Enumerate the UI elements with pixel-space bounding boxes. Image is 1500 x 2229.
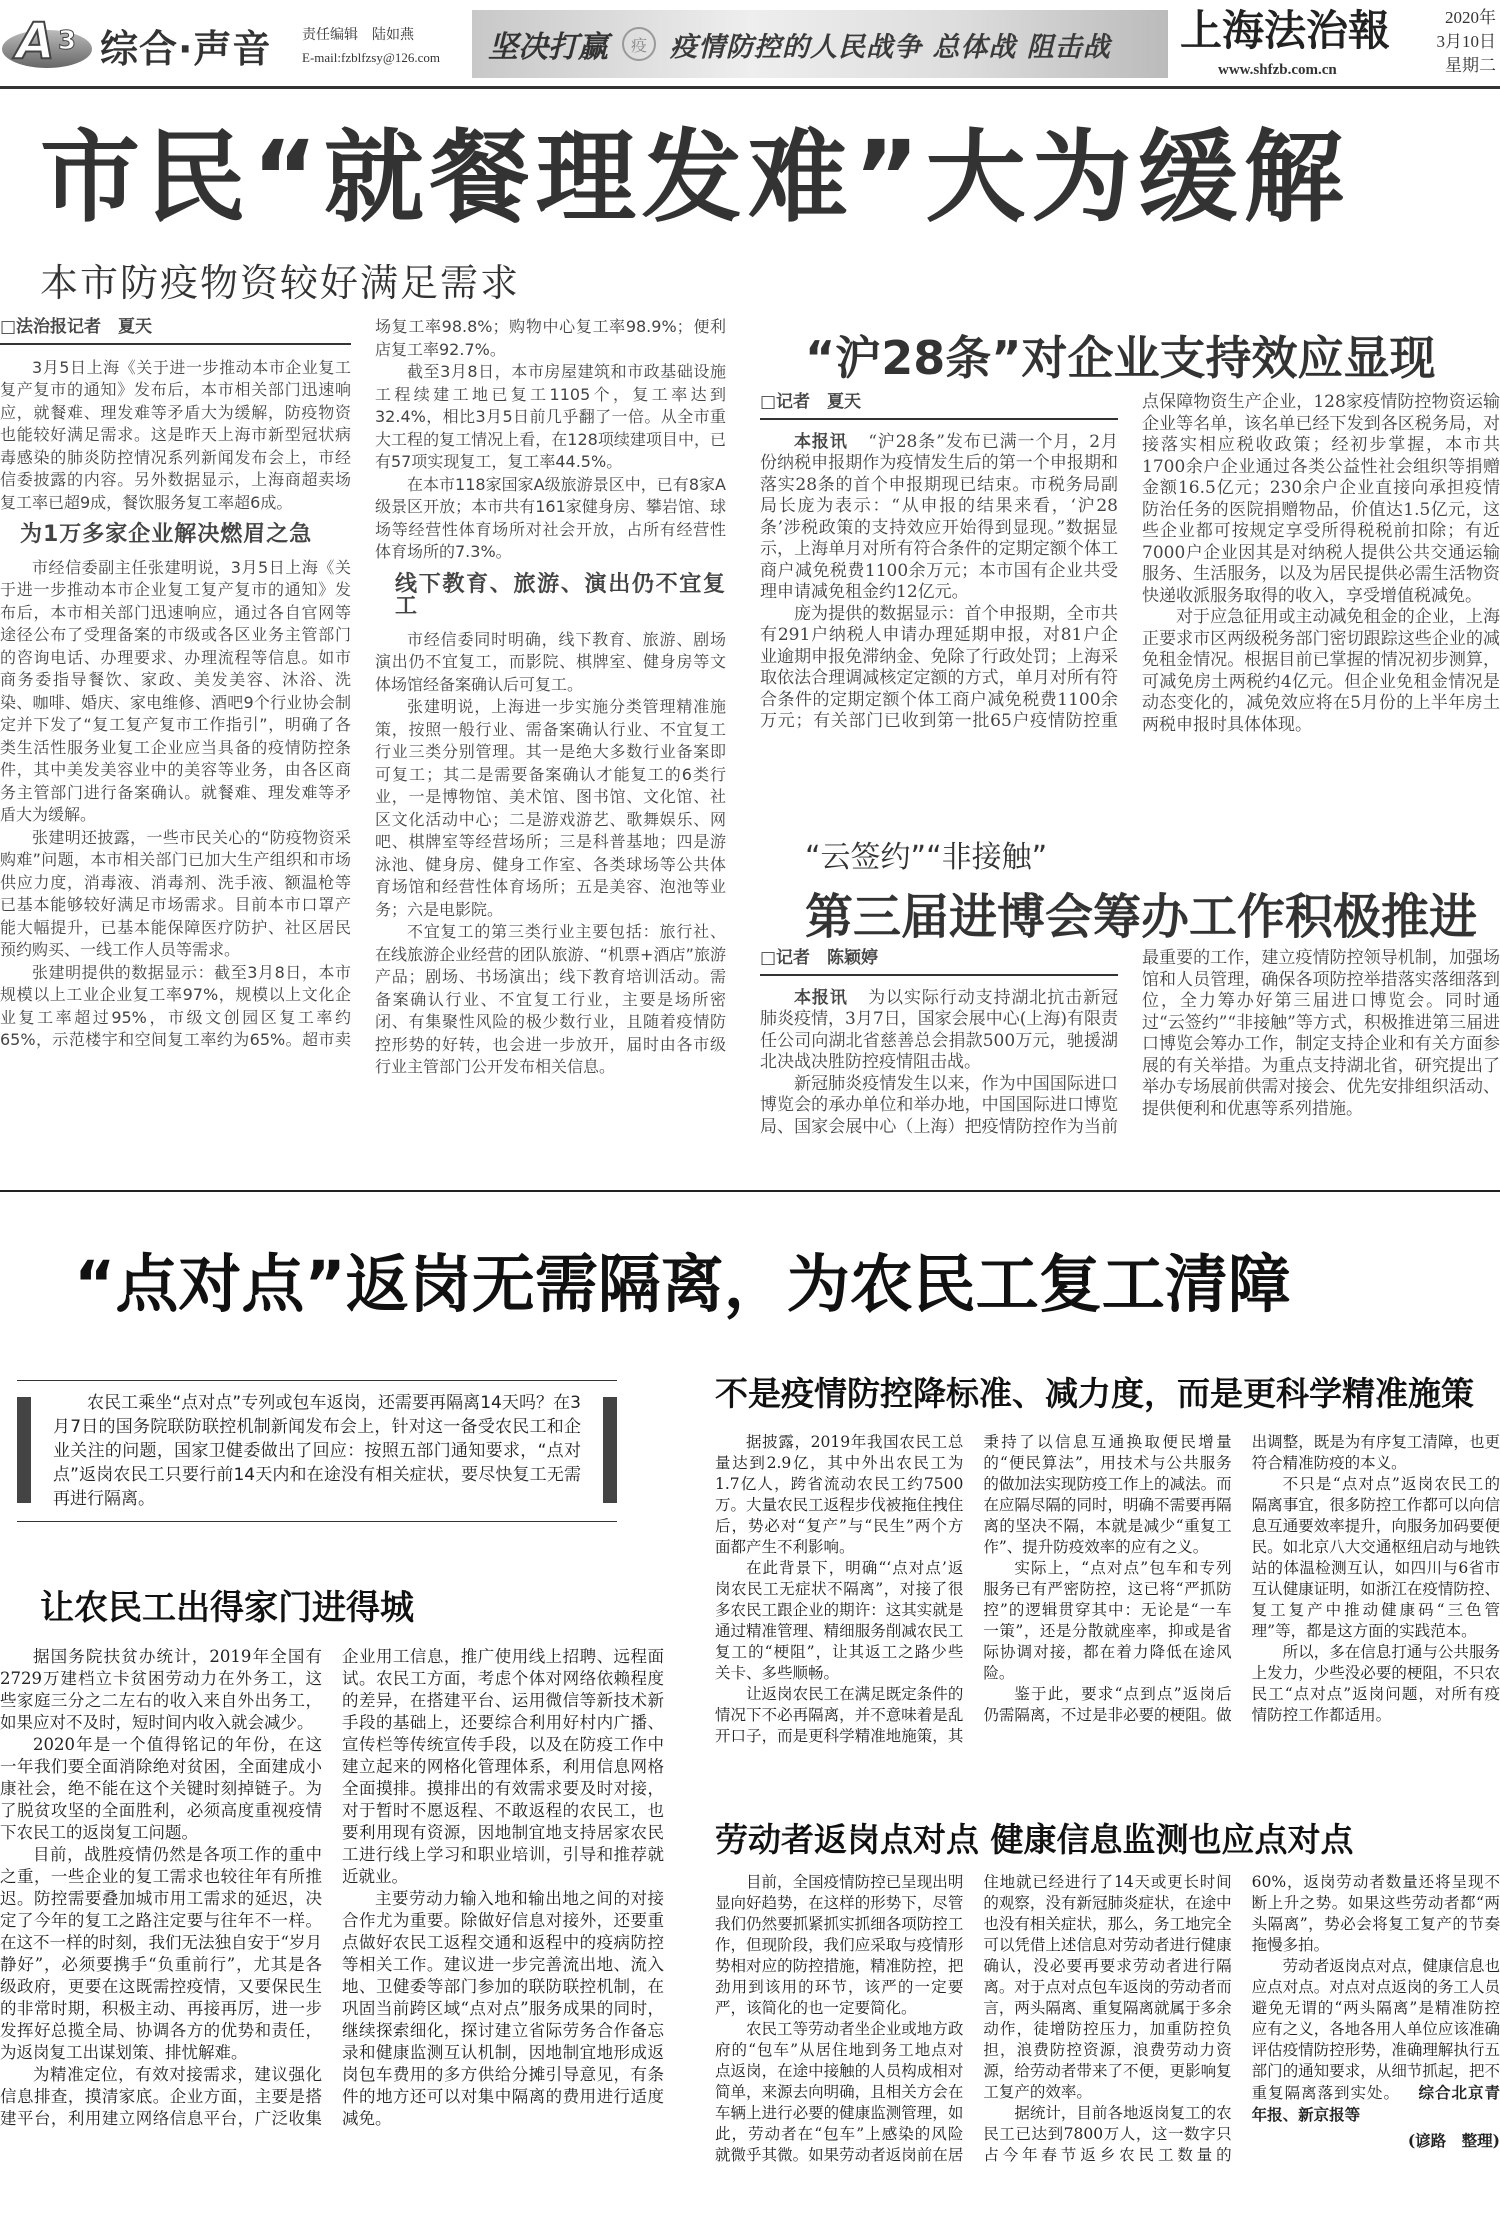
article-body-hu28 <box>760 392 1500 736</box>
headline-part-c: 劳动者返岗点对点 健康信息监测也应点对点 <box>715 1820 1354 1859</box>
paragraph-text: 张建明说，上海进一步实施分类管理精准施策，按照一般行业、需备案确认行业、不宜复工行业三类分别管理。其一是绝大多数行业备案即可复工；其二是需要备案确认才能复工的6类行业，一是博物馆、美术馆、图书馆、文化馆、社区文化活动中心；二是游戏游艺、歌舞娱乐、网吧、棋牌室等经营场所；三是科普基地；四是游泳池、健身房、健身工作室、各类球场等公共体育场馆和经营性体育场所；五是美容、泡池等业务；六是电影院。 <box>375 697 726 919</box>
banner-slogan-left: 坚决打赢 <box>488 30 608 65</box>
byline: □法治报记者 夏天 <box>0 316 351 345</box>
paragraph-text: 实际上，“点对点”包车和专列服务已有严密防控，这已将“严抓防控”的逻辑贯穿其中：无论是“一车一策”，还是分散就座率，抑或是省际协调对接，都在着力降低在途风险。 <box>983 1559 1232 1682</box>
paragraph-text: 目前，全国疫情防控已呈现出明显向好趋势，在这样的形势下，尽管我们仍然要抓紧抓实抓细各项防控工作，但现阶段，我们应采取与疫情形势相对应的防控措施，精准防控，把劲用到该用的环节，该严的一定要严，该简化的也一定要简化。 <box>715 1873 964 2017</box>
main-headline: 市民“就餐理发难”大为缓解 <box>40 119 1350 236</box>
page-number-badge <box>2 12 94 70</box>
dateline-tag: 本报讯 <box>794 987 848 1008</box>
section-heading: 线下教育、旅游、演出仍不宜复工 <box>395 571 726 619</box>
paragraph-text: 为以实际行动支持湖北抗击新冠肺炎疫情，3月7日，国家会展中心(上海)有限责任公司向湖北省慈善总会捐款500万元，驰援湖北决战决胜防控疫情阻击战。 <box>760 987 1119 1072</box>
feature-lead-text: 农民工乘坐“点对点”专列或包车返岗，还需要再隔离14天吗？在3月7日的国务院联防联控机制新闻发布会上，针对这一备受农民工和企业关注的问题，国家卫健委做出了回应：按照五部门通知要求，“点对点”返岗农民工只要行前14天内和在途没有相关症状，要尽快复工无需再进行隔离。 <box>53 1393 581 1509</box>
paragraph <box>0 827 351 962</box>
headline-part-b: 不是疫情防控降标准、减力度，而是更科学精准施策 <box>715 1374 1474 1413</box>
paragraph-text: 市经信委副主任张建明说，3月5日上海《关于进一步推动本市企业复工复产复市的通知》发布后，本市相关部门迅速响应，通过各自官网等途径公布了受理备案的市级或各区业务主管部门的咨询电话、办理要求、办理流程等信息。如市商务委指导餐饮、家政、美发美容、沐浴、洗染、咖啡、婚庆、家电维修、酒吧9个行业协会制定并下发了“复工复产复市工作指引”，明确了各类生活性服务业复工企业应当具备的疫情防控条件，其中美发美容业中的美容等业务，由各区商务主管部门进行备案确认。就餐难、理发难等矛盾大为缓解。 <box>0 557 351 824</box>
main-subheadline: 本市防疫物资较好满足需求 <box>40 261 521 305</box>
editor-email: E-mail:fzblfzsy@126.com <box>302 50 440 65</box>
paragraph-text: 不只是“点对点”返岗农民工的隔离事宜，很多防控工作都可以向信息互通要效率提升，向服务加码要便民。如北京八大交通枢纽启动与地铁站的体温检测互认，如四川与6省市互认健康证明，如浙江在疫情防控、复工复产中推动健康码“三色管理”等，都是这方面的实践范本。 <box>1251 1475 1500 1640</box>
paragraph-text: 据披露，2019年我国农民工总量达到2.9亿，其中外出农民工为1.7亿人，跨省流动农民工约7500万。大量农民工返程步伐被拖住拽住后，势必对“复产”与“民生”两个方面都产生不利影响。 <box>715 1433 964 1556</box>
paragraph <box>1252 1642 1500 1726</box>
paragraph-text: 2020年是一个值得铭记的年份，在这一年我们要全面消除绝对贫困，全面建成小康社会，绝不能在这个关键时刻掉链子。为了脱贫攻坚的全面胜利，必须高度重视疫情下农民工的返岗复工问题。 <box>0 1735 322 1842</box>
paragraph-text: 不宜复工的第三类行业主要包括：旅行社、在线旅游企业经营的团队旅游、“机票+酒店”旅游产品；剧场、书场演出；线下教育培训活动。需备案确认行业、不宜复工行业，主要是场所密闭、有集聚性风险的极少数行业，且随着疫情防控形势的好转，也会进一步放开，届时由各市级行业主管部门公开发布相关信息。 <box>375 922 726 1076</box>
paragraph-text: 农民工等劳动者坐企业或地方政府的“包车”从居住地到务工地点对点返岗，在途中接触的人员构成相对简单，来源去向明确，且相关方会在车辆上进行必要的健康监测管理，如此，劳动者在“包车”上感染的风险就微乎其微。如果劳动者返岗前在居住地就已经进行了14天或更长时间的观察，没有新冠肺炎症状，在途中也没有相关症状，那么，务工地完全可以凭借上述信息对劳动者进行健康确认，没必要再要求劳动者进行隔离。对于点对点包车返岗的劳动者而言，两头隔离、重复隔离就属于多余动作，徒增防控压力，加重防控负担，浪费防控资源，浪费劳动力资源，给劳动者带来了不便，更影响复工复产的效率。 <box>715 1873 1232 2164</box>
section-name: 综合·声音 <box>100 27 272 71</box>
website-url: www.shfzb.com.cn <box>1218 62 1337 78</box>
byline: □记者 夏天 <box>760 392 1118 420</box>
paragraph-text: 庞为提供的数据显示：首个申报期，全市共有291户纳税人申请办理延期申报，对81户企业逾期申报免滞纳金、免除了行政处罚；上海采取依法合理调减核定定额的方式，单月对所有符合条件的定期定额个体工商户减免税费1100余万元；有关部门已收到第一批65户疫情防控重点保障物资生产企业，128家疫情防控物资运输企业等名单，该名单已经下发到各区税务局，对接落实相应税收政策；经初步掌握，本市共1700余户企业通过各类公益性社会组织等捐赠金额16.5亿元；230余户企业直接向承担疫情防治任务的医院捐赠物品，价值达1.5亿元，这些企业都可按规定享受所得税税前扣除；有近7000户企业因其是对纳税人提供公共交通运输服务、生活服务，以及为居民提供必需生活物资快递收派服务取得的收入，享受增值税减免。 <box>760 392 1500 731</box>
article-body-part-b <box>715 1432 1500 1747</box>
article-text <box>715 1872 1500 2166</box>
paragraph-text: 3月5日上海《关于进一步推动本市企业复工复产复市的通知》发布后，本市相关部门迅速响应，就餐难、理发难等矛盾大为缓解，防疫物资也能较好满足需求。这是昨天上海市新型冠状病毒感染的肺炎防控情况系列新闻发布会上，市经信委披露的内容。另外数据显示，上海商超卖场复工率已超9成，餐饮服务复工率超6成。 <box>0 357 351 512</box>
paragraph <box>1142 607 1500 736</box>
source-credit: 综合北京青年报、新京报等 <box>1251 2083 1500 2124</box>
paragraph <box>1252 1956 1500 2126</box>
paragraph <box>375 474 726 564</box>
paragraph <box>0 1844 322 2064</box>
paragraph <box>375 361 726 474</box>
issue-date <box>1420 6 1496 78</box>
byline: □记者 陈颖婷 <box>760 948 1118 976</box>
paragraph-text: 据国务院扶贫办统计，2019年全国有2729万建档立卡贫困劳动力在外务工，这些家庭三分之二左右的收入来自外出务工，如果应对不及时，短时间内收入就会减少。 <box>0 1647 322 1732</box>
feature-lead-box <box>17 1380 617 1522</box>
header-divider <box>0 86 1500 89</box>
paragraph <box>0 357 351 515</box>
headline-hu28: “沪28条”对企业支持效应显现 <box>805 331 1436 385</box>
article-text <box>760 948 1500 1138</box>
paragraph-text: 截至3月8日，本市房屋建筑和市政基础设施工程续建工地已复工1105个，复工率达到32.4%，相比3月5日前几乎翻了一倍。从全市重大工程的复工情况上看，在128项续建项目中，已有57项实现复工，复工率44.5%。 <box>375 362 726 471</box>
paragraph-text: 张建明还披露，一些市民关心的“防疫物资采购难”问题，本市相关部门已加大生产组织和市场供应力度，消毒液、消毒剂、洗手液、额温枪等已基本能够较好满足市场需求。目前本市口罩产能大幅提升，已基本能保障医疗防护、社区居民预约购买、一线工作人员等需求。 <box>0 827 351 959</box>
page-letter: A <box>16 12 55 70</box>
editor-credit: 责任编辑 陆如燕 <box>302 27 414 43</box>
article-body-part-c <box>715 1872 1500 2166</box>
issue-year: 2020年 <box>1445 8 1496 27</box>
paragraph <box>0 1646 322 1734</box>
kicker-cloud-signing: “云签约”“非接触” <box>805 840 1048 875</box>
paragraph <box>715 1872 963 2019</box>
headline-part-a: 让农民工出得家门进得城 <box>40 1588 414 1628</box>
paragraph <box>342 1888 664 2130</box>
paragraph-text: 新冠肺炎疫情发生以来，作为中国国际进口博览会的承办单位和举办地，中国国际进口博览局、国家会展中心（上海）把疫情防控作为当前最重要的工作，建立疫情防控领导机制，加强场馆和人员管理，确保各项防控举措落实落细落到位，全力筹办好第三届进口博览会。同时通过“云签约”“非接触”等方式，积极推进第三届进口博览会筹办工作，制定支持企业和有关方面参展的有关举措。为重点支持湖北省，研究提出了举办专场展前供需对接会、优先安排组织活动、提供便利和优惠等系列措施。 <box>760 948 1500 1137</box>
page-digit: 3 <box>58 26 77 56</box>
paragraph-text: 目前，战胜疫情仍然是各项工作的重中之重，一些企业的复工需求也较往年有所推迟。防控需要叠加城市用工需求的延迟，决定了今年的复工之路注定要与往年不一样。在这不一样的时刻，我们无法独自安于“岁月静好”，必须要携手“负重前行”，尤其是各级政府，更要在这既需控疫情，又要保民生的非常时期，积极主动、再接再厉，进一步发挥好总揽全局、协调各方的优势和责任，为返岗复工出谋划策、排忧解难。 <box>0 1845 322 2062</box>
paragraph <box>715 1558 963 1684</box>
article-text <box>0 316 726 1079</box>
campaign-banner <box>472 10 1168 78</box>
paragraph-text: 让返岗农民工在满足既定条件的情况下不必再隔离，并不意味着是乱开口子，而是更科学精准地施策，其秉持了以信息互通换取便民增量的“便民算法”，用技术与公共服务的做加法实现防疫工作上的减法。而在应隔尽隔的同时，明确不需要再隔离的坚决不隔，本就是减少“重复工作”、提升防疫效率的应有之义。 <box>715 1433 1232 1745</box>
paragraph <box>0 1734 322 1844</box>
section-heading: 为1万多家企业解决燃眉之急 <box>20 522 313 547</box>
lead-box-bar-left <box>17 1397 31 1503</box>
paragraph <box>375 696 726 921</box>
paragraph <box>715 1432 963 1558</box>
paragraph-text: 主要劳动力输入地和输出地之间的对接合作尤为重要。除做好信息对接外，还要重点做好农民工返程交通和返程中的疫病防控等相关工作。建议进一步完善流出地、流入地、卫健委等部门参加的联防联控机制，在巩固当前跨区域“点对点”服务成果的同时，继续探索细化，探讨建立省际劳务合作备忘录和健康监测互认机制，因地制宜地形成返岗包车费用的多方供给分摊引导意见，有条件的地方还可以对集中隔离的费用进行适度减免。 <box>342 1889 664 2128</box>
lead-box-bar-right <box>603 1397 617 1503</box>
masthead-logo: 上海法治報 <box>1180 6 1391 55</box>
paragraph-text: 张建明提供的数据显示：截至3月8日，本市规模以上工业企业复工率97%，规模以上文化企业复工率超过95%，市级文创园区复工率约65%，示范楼宇和空间复工率约为65%。超市卖场复工率98.8%；购物中心复工率98.9%；便利店复工率92.7%。 <box>0 317 726 1049</box>
feature-headline: “点对点”返岗无需隔离，为农民工复工清障 <box>74 1248 1291 1321</box>
headline-ciie: 第三届进博会筹办工作积极推进 <box>805 889 1478 945</box>
paragraph-text: 市经信委同时明确，线下教育、旅游、剧场演出仍不宜复工，而影院、棋牌室、健身房等文体场馆经备案确认后可复工。 <box>375 629 726 694</box>
paragraph-text: 劳动者返岗点对点，健康信息也应点对点。对点对点返岗的务工人员避免无谓的“两头隔离”是精准防控应有之义，各地各用人单位应该准确评估疫情防控形势，准确理解执行五部门的通知要求，从细节抓起，把不重复隔离落到实处。 <box>1251 1957 1500 2102</box>
article-body-ciie <box>760 948 1500 1138</box>
article-text <box>0 1646 664 2130</box>
paragraph <box>0 557 351 827</box>
paragraph <box>375 921 726 1079</box>
paragraph-text: 所以，多在信息打通与公共服务上发力，少些没必要的梗阻，不只农民工“点对点”返岗问题，对所有疫情防控工作都适用。 <box>1251 1643 1500 1724</box>
paragraph-text: 据统计，目前各地返岗复工的农民工已达到7800万人，这一数字只占今年春节返乡农民工数量的60%，返岗劳动者数量还将呈现不断上升之势。如果这些劳动者都“两头隔离”，势必会将复工复产的节奏拖慢多拍。 <box>983 1873 1500 2164</box>
emblem-icon: 疫 <box>622 27 656 61</box>
paragraph-text: 鉴于此，要求“点到点”返岗后仍需隔离，不过是非必要的梗阻。做出调整，既是为有序复工清障，也更符合精准防疫的本义。 <box>983 1433 1500 1724</box>
article-body-part-a <box>0 1646 664 2130</box>
paragraph <box>375 629 726 697</box>
issue-day: 3月10日 <box>1436 32 1496 51</box>
paragraph-text: 为精准定位，有效对接需求，建议强化信息排查，摸清家底。企业方面，主要是搭建平台，利用建立网络信息平台，广泛收集企业用工信息，推广使用线上招聘、远程面试。农民工方面，考虑个体对网络依赖程度的差异，在搭建平台、运用微信等新技术新手段的基础上，还要综合利用好村内广播、宣传栏等传统宣传手段，以及在防疫工作中建立起来的网格化管理体系，利用信息网格全面摸排。摸排出的有效需求要及时对接，对于暂时不愿返程、不敢返程的农民工，也要利用现有资源，因地制宜地支持居家农民工进行线上学习和职业培训，引导和推荐就近就业。 <box>0 1647 664 2128</box>
paragraph-text: 对于应急征用或主动减免租金的企业，上海正要求市区两级税务部门密切跟踪这些企业的减免租金情况。根据目前已掌握的情况初步测算，可减免房土两税约4亿元。但企业免租金情况是动态变化的，减免效应将在5月份的上半年房土两税申报时具体体现。 <box>1142 607 1500 735</box>
paragraph <box>760 432 1118 604</box>
article-text <box>715 1432 1500 1747</box>
issue-weekday: 星期二 <box>1445 56 1496 75</box>
paragraph-text: “沪28条”发布已满一个月，2月份纳税申报期作为疫情发生后的第一个申报期和落实28条的首个申报期现已结束。市税务局副局长庞为表示：“从申报的结果来看，‘沪28条’涉税政策的支持效应开始得到显现。”数据显示，上海单月对所有符合条件的定期定额个体工商户减免税费1100余万元；本市国有企业共受理申请减免租金约12亿元。 <box>760 431 1119 602</box>
article-text <box>760 392 1500 736</box>
article-body-dining <box>0 316 726 1079</box>
paragraph <box>983 1558 1231 1684</box>
banner-slogan-right: 疫情防控的人民战争 总体战 阻击战 <box>670 31 1111 63</box>
dateline-tag: 本报讯 <box>794 431 848 452</box>
paragraph-text: 在此背景下，明确“‘点对点’返岗农民工无症状不隔离”，对接了很多农民工跟企业的期许：这其实就是通过精准管理、精细服务削减农民工复工的“梗阻”，让其返工之路少些关卡、多些顺畅。 <box>715 1559 964 1682</box>
editor-credit-note: (谚路 整理) <box>1407 2131 1500 2150</box>
paragraph-text: 在本市118家国家A级旅游景区中，已有8家A级景区开放；本市共有161家健身房、攀岩馆、球场等经营性体育场所对社会开放，占所有经营性体育场所的7.3%。 <box>375 474 726 561</box>
paragraph <box>1252 1474 1500 1642</box>
paragraph <box>760 988 1118 1074</box>
section-divider <box>0 1190 1500 1192</box>
